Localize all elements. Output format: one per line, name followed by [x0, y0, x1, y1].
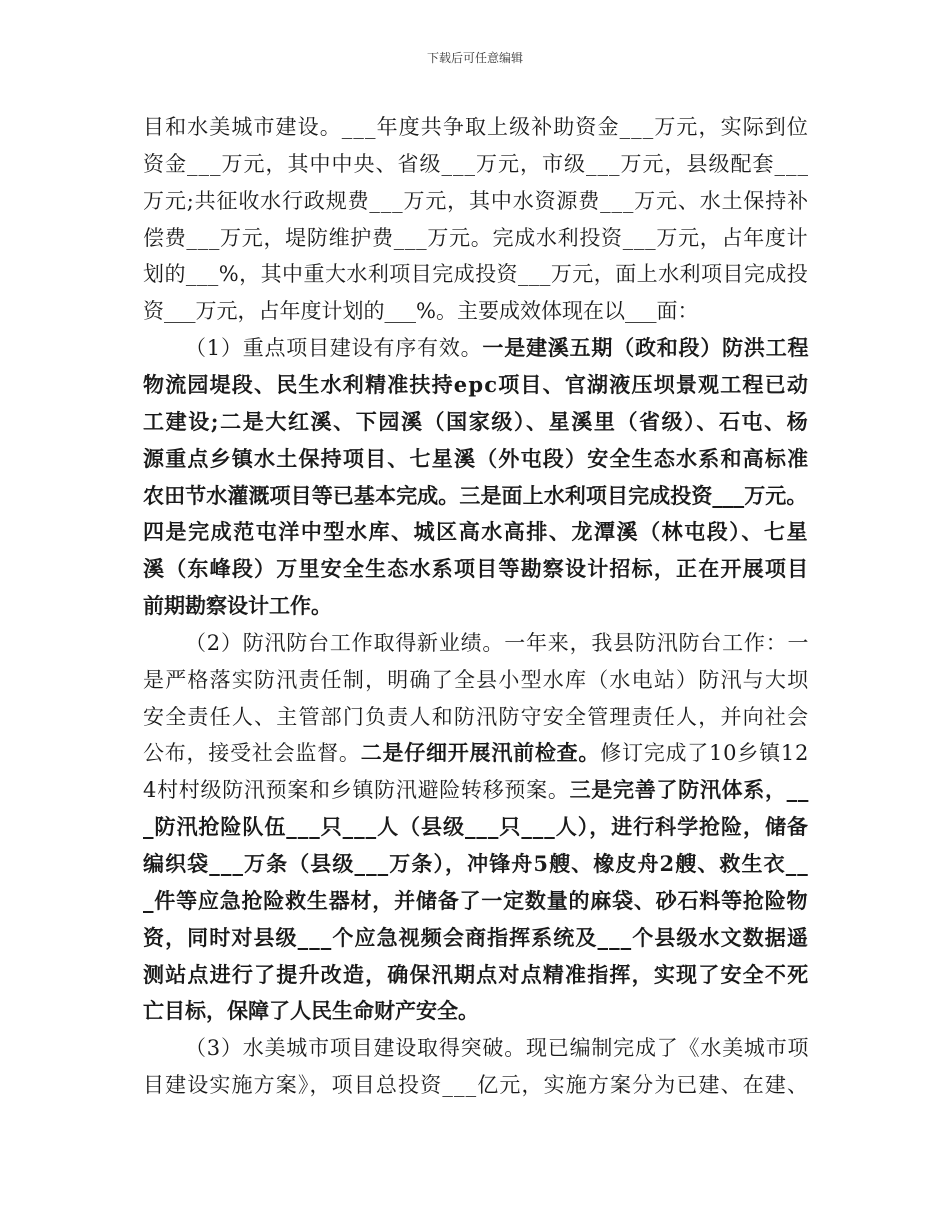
text-segment: 划的___%，其中重大水利项目完成投资___万元，面上水利项目完成投 [143, 262, 809, 287]
bold-text-segment: 源重点乡镇水土保持项目、七星溪（外屯段）安全生态水系和高标准 [143, 445, 810, 471]
bold-text-segment: 编织袋___万条（县级___万条），冲锋舟5艘、橡皮舟2艘、救生衣__ [143, 851, 809, 876]
text-segment: 是严格落实防汛责任制，明确了全县小型水库（水电站）防汛与大坝 [143, 667, 810, 692]
text-line [143, 812, 809, 842]
text-line [143, 296, 698, 326]
text-line [143, 517, 809, 547]
text-line [143, 960, 809, 990]
bold-text-segment: 工建设;二是大红溪、下园溪（国家级）、星溪里（省级）、石屯、杨 [143, 408, 810, 434]
text-line [185, 628, 809, 658]
bold-text-segment: 三是完善了防汛体系，__ [569, 777, 810, 803]
bold-text-segment: _防汛抢险队伍___只___人（县级___只___人），进行科学抢险，储备 [143, 814, 809, 840]
bold-text-segment: 前期勘察设计工作。 [143, 593, 332, 619]
bold-text-segment: 亡目标，保障了人民生命财产安全。 [143, 998, 479, 1024]
text-segment: （2）防汛防台工作取得新业绩。一年来，我县防汛防台工作：一 [185, 630, 810, 655]
bold-text-segment: 一是建溪五期（政和段）防洪工程 [482, 335, 810, 361]
bold-text-segment: 资，同时对县级___个应急视频会商指挥系统及___个县级水文数据遥 [143, 924, 809, 950]
text-segment: 目建设实施方案》，项目总投资___亿元，实施方案分为已建、在建、 [143, 1073, 810, 1098]
bold-text-segment: 测站点进行了提升改造，确保汛期点对点精准指挥，实现了安全不死 [143, 961, 810, 987]
text-segment: 修订完成了10乡镇12 [600, 741, 810, 766]
text-line [185, 333, 809, 363]
bold-text-segment: 二是仔细开展汛前检查。 [360, 740, 601, 766]
text-line [143, 481, 807, 511]
text-line [143, 112, 809, 142]
text-line [143, 1070, 809, 1100]
bold-text-segment: 物流园堤段、民生水利精准扶持epc项目、官湖液压坝景观工程已动 [143, 371, 810, 397]
bold-text-segment: 四是完成范屯洋中型水库、城区高水高排、龙潭溪（林屯段）、七星 [143, 519, 809, 545]
text-segment: 安全责任人、主管部门负责人和防汛防守安全管理责任人，并向社会 [143, 704, 810, 729]
text-line [143, 702, 809, 732]
text-line [143, 444, 809, 474]
text-segment: 资___万元，占年度计划的___%。主要成效体现在以___面： [143, 299, 699, 324]
text-line [143, 996, 479, 1026]
text-segment: 目和水美城市建设。___年度共争取上级补助资金___万元，实际到位 [143, 115, 809, 139]
text-line [143, 149, 809, 179]
page-header: 下载后可任意编辑 [426, 51, 523, 65]
text-segment: 资金___万元，其中中央、省级___万元，市级___万元，县级配套___ [143, 151, 809, 176]
bold-text-segment: _件等应急抢险救生器材，并储备了一定数量的麻袋、砂石料等抢险物 [143, 887, 809, 913]
text-line [143, 407, 809, 437]
text-segment: 万元;共征收水行政规费___万元，其中水资源费___万元、水土保持补 [143, 188, 809, 213]
text-segment: 4村村级防汛预案和乡镇防汛避险转移预案。 [143, 778, 570, 803]
text-line [143, 849, 809, 879]
text-line [143, 591, 332, 621]
text-line [185, 1033, 809, 1063]
text-line [143, 259, 808, 289]
text-line [143, 370, 809, 400]
text-line [143, 886, 808, 916]
text-line [143, 738, 809, 768]
text-line [143, 923, 809, 953]
text-line [143, 554, 809, 584]
bold-text-segment: 溪（东峰段）万里安全生态水系项目等勘察设计招标，正在开展项目 [143, 556, 810, 582]
text-segment: 公布，接受社会监督。 [143, 741, 361, 766]
text-segment: 偿费___万元，堤防维护费___万元。完成水利投资___万元，占年度计 [143, 225, 809, 250]
text-line [143, 665, 809, 695]
text-line [143, 775, 809, 805]
text-line [143, 186, 809, 216]
text-segment: （3）水美城市项目建设取得突破。现已编制完成了《水美城市项 [185, 1036, 810, 1061]
bold-text-segment: 农田节水灌溉项目等已基本完成。三是面上水利项目完成投资___万元。 [143, 482, 808, 508]
text-line [143, 223, 808, 253]
text-segment: （1）重点项目建设有序有效。 [185, 336, 483, 361]
